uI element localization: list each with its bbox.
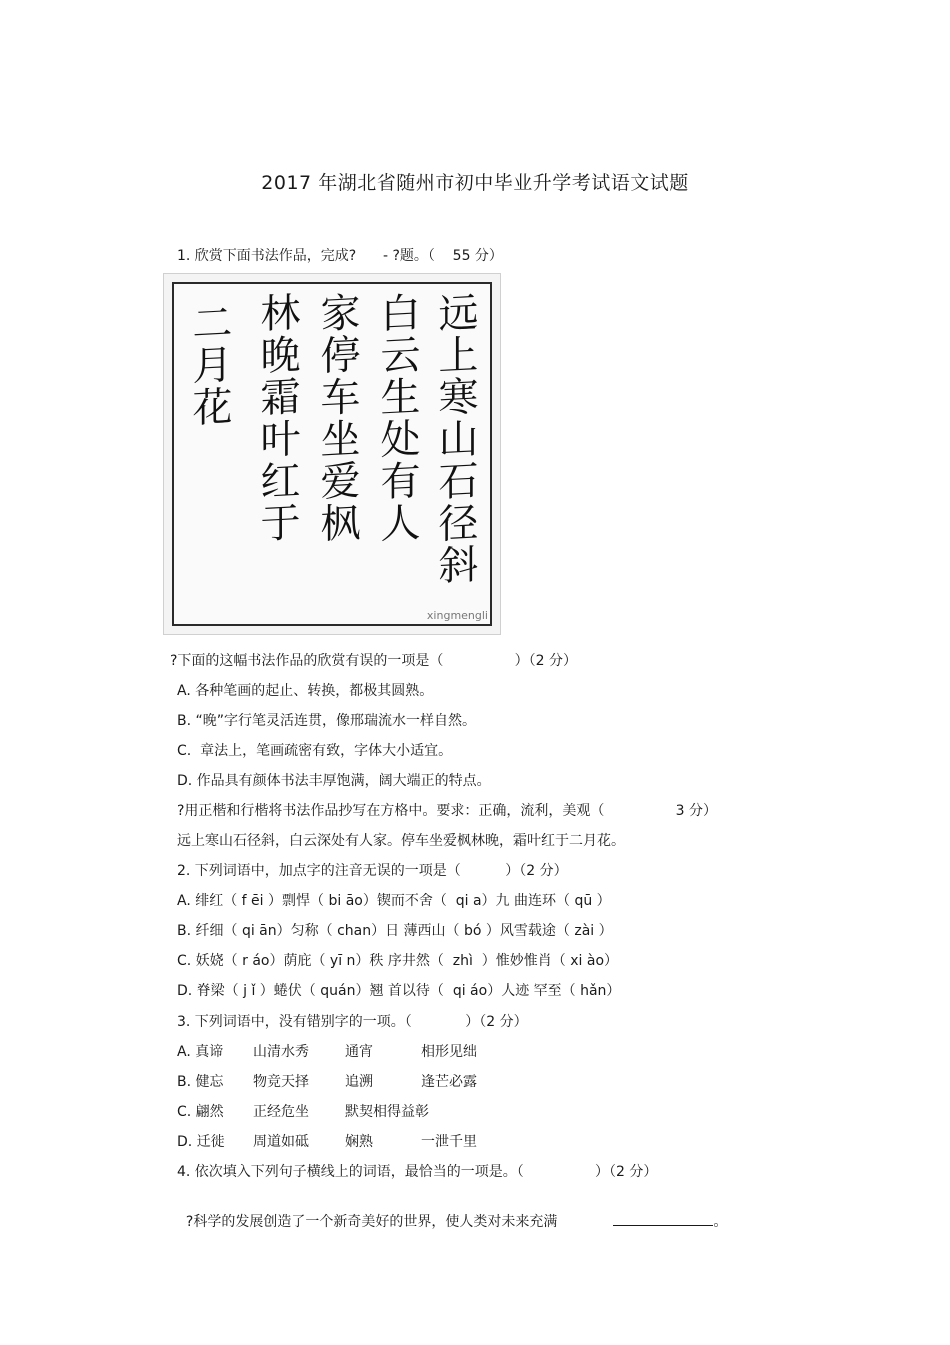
fill-in-blank[interactable] [613,1211,713,1226]
q2-option-b: B. 纤细（ qi ān）匀称（ chan）日 薄西山（ bó ）风雪载途（ zài ） [177,923,613,939]
question-2-stem: 2. 下列词语中，加点字的注音无误的一项是（ ）（2 分） [177,863,568,879]
q1-option-c: C. 章法上，笔画疏密有致，字体大小适宜。 [177,743,453,759]
q4-sentence-end: 。 [713,1214,728,1230]
question-4-stem: 4. 依次填入下列句子横线上的词语，最恰当的一项是。（ ）（2 分） [177,1164,658,1180]
q3-option-c-3: 默契相得益彰 [345,1104,429,1120]
q3-option-b-4: 逢芒必露 [421,1074,477,1090]
calligraphy-column-5: 二月花 [186,300,232,430]
q3-option-c-2: 正经危坐 [253,1104,309,1120]
calligraphy-artwork [163,273,501,635]
q3-option-a-3: 通宵 [345,1044,373,1060]
q3-option-a-2: 山清水秀 [253,1044,309,1060]
question-3-stem: 3. 下列词语中，没有错别字的一项。（ ）（2 分） [177,1014,528,1030]
q3-option-a-1: A. 真谛 [177,1044,224,1060]
q1-option-a: A. 各种笔画的起止、转换，都极其圆熟。 [177,683,434,699]
q3-option-d-1: D. 迁徙 [177,1134,225,1150]
q3-option-b-2: 物竞天择 [253,1074,309,1090]
question-1-stem: 1. 欣赏下面书法作品，完成? - ?题。（ 55 分） [177,248,503,264]
calligraphy-column-1: 远上寒山石径斜 [432,290,478,588]
q3-option-b-3: 追溯 [345,1074,373,1090]
q3-option-d-3: 娴熟 [345,1134,373,1150]
question-4-sub-1 [177,1193,727,1231]
calligraphy-column-4: 林晚霜叶红于 [254,290,300,546]
calligraphy-column-2: 白云生处有人 [374,290,420,546]
q2-option-a: A. 绯红（ f ēi ）剽悍（ bi āo）锲而不舍（ qi a）九 曲连环（ qū ） [177,893,611,909]
q2-option-d: D. 脊梁（ j ǐ ）蜷伏（ quán）翘 首以待（ qi áo）人迹 罕至（ hǎn） [177,983,621,999]
poem-text: 远上寒山石径斜，白云深处有人家。停车坐爱枫林晚，霜叶红于二月花。 [177,833,625,849]
question-1-sub-1: ?下面的这幅书法作品的欣赏有误的一项是（ ）（2 分） [170,653,577,669]
q3-option-b-1: B. 健忘 [177,1074,224,1090]
q3-option-d-2: 周道如砥 [253,1134,309,1150]
calligraphy-column-3: 家停车坐爱枫 [314,290,360,546]
q4-sentence: ?科学的发展创造了一个新奇美好的世界，使人类对未来充满 [185,1214,558,1230]
q2-option-c: C. 妖娆（ r áo）荫庇（ yī n）秩 序井然（ zhì ）惟妙惟肖（ xi ào） [177,953,619,969]
q3-option-a-4: 相形见绌 [421,1044,477,1060]
q3-option-d-4: 一泄千里 [421,1134,477,1150]
page-title: 2017 年湖北省随州市初中毕业升学考试语文试题 [261,172,689,194]
q1-option-b: B. “晚”字行笔灵活连贯，像邢瑞流水一样自然。 [177,713,477,729]
watermark: xingmengli [426,609,488,622]
q3-option-c-1: C. 翩然 [177,1104,224,1120]
question-1-sub-2: ?用正楷和行楷将书法作品抄写在方格中。要求：正确，流利，美观（ 3 分） [177,803,717,819]
q1-option-d: D. 作品具有颜体书法丰厚饱满，阔大端正的特点。 [177,773,491,789]
